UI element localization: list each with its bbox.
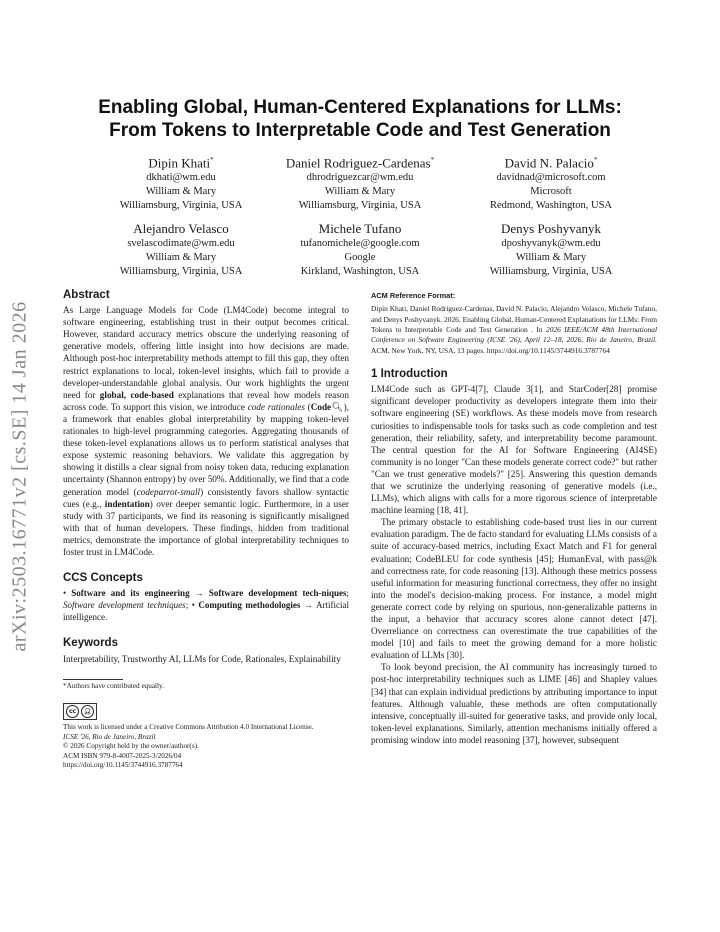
author-org: William & Mary: [145, 186, 217, 198]
title-line-2: From Tokens to Interpretable Code and Test Generation: [109, 120, 611, 141]
author-email[interactable]: dhrodriguezcar@wm.edu: [306, 172, 414, 184]
abstract-heading: Abstract: [63, 289, 110, 301]
intro-paragraph-3: To look beyond precision, the AI community has increasingly turned to post-hoc interpretability techniques such as LIME [46] and Shapley values [34] that can explain individual predictions by attributing importance to input features. Although valuable, these methods are often computationally intensive, conceptually ill-suited for generative tasks, and provide only local, token-level explanations. Similarly, attention mechanisms initially offered a promising window into model reasoning [37], however, subsequent: [371, 662, 657, 745]
equal-contribution-mark: *: [430, 156, 435, 164]
author-name: Denys Poshyvanyk: [500, 221, 602, 236]
author-email[interactable]: dposhyvanyk@wm.edu: [501, 238, 601, 249]
intro-paragraph-1: LM4Code such as GPT-4[7], Claude 3[1], and StarCoder[28] promise significant developer productivity as developers integrate them into their software engineering (SE) workflows. As these models move from research curiosities to indispensable tools for tasks such as code completion and test generation, their reliability, safety, and interpretability become paramount. The central question for the AI for Software Engineering (AI4SE) community is no longer "Can these models generate correct code?" but rather "Can we trust generative models?" [25]. Answering this question demands that we scrutinize the underlying reasoning of generative models (i.e., LLMs), which aligns with calls for a more rigorous science of interpretable machine learning [18, 41].: [371, 384, 657, 516]
right-column: [371, 290, 657, 746]
arxiv-stamp: arXiv:2503.16771v2 [cs.SE] 14 Jan 2026: [8, 301, 31, 652]
author-email[interactable]: tufanomichele@google.com: [300, 238, 420, 249]
author-location: Redmond, Washington, USA: [489, 200, 613, 212]
reference-format-text: Dipin Khati, Daniel Rodriguez-Cardenas, David N. Palacio, Alejandro Velasco, Michele Tufano, and Denys Poshyvanyk. 2026. Enabling Global, Human-Centered Explanations for LLMs: From Tokens to Interpretable Code and Test Generation . In 2026 IEEE/ACM 48th International Conference on Software Engineering (ICSE '26), April 12–18, 2026, Rio de Janeiro, Brazil. ACM, New York, NY, USA, 13 pages. https://doi.org/10.1145/3744916.3787764: [371, 304, 657, 355]
author-org: William & Mary: [145, 252, 217, 263]
author-org: Google: [344, 252, 376, 263]
author-email[interactable]: dkhati@wm.edu: [146, 172, 216, 184]
isbn-line: ACM ISBN 979-8-4007-2025-3/2026/04: [63, 751, 182, 760]
license-badge[interactable]: [63, 703, 349, 720]
keywords-text: Interpretability, Trustworthy AI, LLMs for Code, Rationales, Explainability: [63, 653, 341, 664]
author-name: Alejandro Velasco: [133, 221, 229, 236]
equal-contribution-mark: *: [210, 156, 214, 164]
doi-link[interactable]: https://doi.org/10.1145/3744916.3787764: [63, 761, 183, 770]
author-location: Williamsburg, Virginia, USA: [298, 200, 422, 212]
creative-commons-icon: cc: [66, 705, 79, 718]
equal-contribution-mark: *: [593, 156, 598, 164]
author-block: [250, 152, 470, 213]
author-name: Daniel Rodriguez-Cardenas: [285, 155, 431, 171]
introduction-heading: 1 Introduction: [371, 368, 448, 381]
footnote-rule: [63, 679, 123, 680]
author-block: [441, 152, 661, 213]
copyright-line: © 2026 Copyright held by the owner/author(s).: [63, 742, 199, 751]
magnifier-icon: 🔍︎: [331, 401, 344, 412]
author-email[interactable]: svelascodimate@wm.edu: [127, 238, 235, 249]
title-line-1: Enabling Global, Human-Centered Explanations for LLMs:: [98, 97, 622, 118]
author-name: David N. Palacio: [504, 155, 594, 171]
ccs-text: • Software and its engineering → Software development tech-niques; Software development techniques; • Computing methodologies → Artificial intelligence.: [63, 588, 350, 623]
author-org: William & Mary: [324, 186, 396, 198]
author-name: Michele Tufano: [318, 221, 402, 236]
author-block: [250, 221, 470, 279]
intro-paragraph-2: The primary obstacle to establishing code-based trust lies in our current evaluation paradigm. The de facto standard for evaluating LLMs consists of a suite of accuracy-based metrics, including Exact Match and F1 for general evaluation; CodeBLEU for code synthesis [45]; HumanEval, with pass@k and correctness rate, for code reasoning [13]. Although these metrics possess useful information for measuring functional correctness, they offer no insight into the model's decision-making process. For instance, a model might generate correct code by relying on spurious, non-generalizable patterns in the input, a behavior that accuracy scores alone cannot detect [47]. Overreliance on correctness can overestimate the true capabilities of the model [10] and fails to meet the growing demand for a more holistic evaluation of LLMs [30].: [371, 517, 657, 661]
conference-line: ICSE '26, Rio de Janeiro, Brazil: [63, 732, 156, 741]
attribution-icon: 👤︎: [81, 705, 94, 718]
author-location: Williamsburg, Virginia, USA: [119, 200, 243, 212]
author-org: Microsoft: [530, 186, 572, 198]
author-org: William & Mary: [515, 252, 587, 263]
author-block: [441, 221, 661, 279]
author-location: Williamsburg, Virginia, USA: [489, 266, 613, 277]
left-column: [63, 289, 349, 771]
keywords-heading: Keywords: [63, 637, 118, 650]
abstract-text: As Large Language Models for Code (LM4Code) become integral to software engineering, establishing trust in their output becomes critical. However, standard accuracy metrics obscure the underlying reasoning of generative models, offering little insight into how decisions are made. Although post-hoc interpretability methods attempt to fill this gap, they often restrict explanations to local, token-level insights, which fail to provide a developer-understandable global analysis. Our work highlights the urgent need for global, code-based explanations that reveal how models reason across code. To support this vision, we introduce code rationales (Code🔍︎), a framework that enables global interpretability by mapping token-level rationales to high-level programming categories. Aggregating thousands of these token-level explanations allows us to perform statistical analyses that expose systemic reasoning behaviors. We validate this aggregation by showing it distills a clear signal from noisy token data, reducing explanation uncertainty (Shannon entropy) by over 50%. Additionally, we find that a code generation model (codeparrot-small) consistently favors shallow syntactic cues (e.g., indentation) over deeper semantic logic. Furthermore, in a user study with 37 participants, we find its reasoning is significantly misaligned with that of human developers. These findings, hidden from traditional metrics, demonstrate the importance of global interpretability techniques to foster trust in LM4Code.: [63, 305, 350, 557]
author-name: Dipin Khati: [148, 155, 211, 171]
reference-format-heading: ACM Reference Format:: [371, 291, 456, 300]
ccs-heading: CCS Concepts: [63, 572, 143, 585]
paper-title: [0, 96, 720, 142]
author-location: Kirkland, Washington, USA: [300, 266, 420, 277]
author-email[interactable]: davidnad@microsoft.com: [496, 172, 606, 184]
license-text: This work is licensed under a Creative Commons Attribution 4.0 International License.: [63, 723, 314, 732]
footnote: *Authors have contributed equally.: [63, 681, 164, 690]
author-location: Williamsburg, Virginia, USA: [119, 266, 243, 277]
